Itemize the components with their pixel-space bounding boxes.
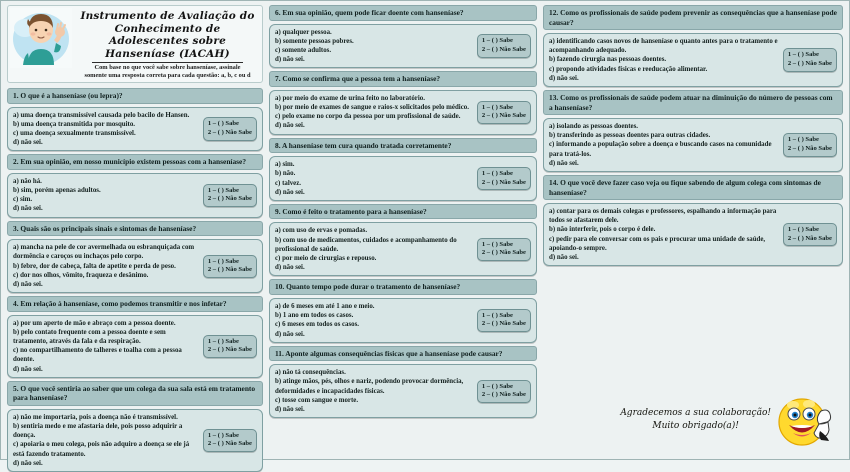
know-option-nao-sabe[interactable]: 2 – ( ) Não Sabe [481,112,526,120]
options-list-1 [13,111,199,148]
know-option-sabe[interactable]: 1 – ( ) Sabe [481,382,513,390]
question-body-2 [7,173,263,218]
option-b[interactable]: b) pelo contato frequente com a pessoa doente e sem tratamento, através da fala e da respiração. [13,328,166,346]
know-box-7[interactable] [477,101,531,124]
title-block [76,8,259,81]
know-option-nao-sabe[interactable]: 2 – ( ) Não Sabe [207,195,252,203]
know-option-nao-sabe[interactable]: 2 – ( ) Não Sabe [207,440,252,448]
option-b[interactable]: b) sentiria medo e me afastaria dele, pois posso adquirir a doença. [13,423,183,440]
option-a[interactable]: a) isolando as pessoas doentes. [549,123,639,131]
know-option-nao-sabe[interactable]: 2 – ( ) Não Sabe [481,320,526,328]
option-d[interactable]: d) não sei. [13,459,43,467]
option-a[interactable]: a) por meio do exame de urina feito no laboratório. [275,94,425,102]
option-c[interactable]: c) informando a população sobre a doença e buscando casos na comunidade para tratá-los. [549,141,772,158]
boy-waving-illustration [10,8,72,68]
column-right [543,5,843,457]
questionnaire-columns [7,5,843,467]
option-c[interactable]: c) no compartilhamento de talheres e toalha com a pessoa doente. [13,347,182,364]
option-c[interactable]: c) por meio de cirurgias e repouso. [275,255,377,263]
option-c[interactable]: c) dor nos olhos, vômito, fraqueza e desânimo. [13,271,149,279]
column-middle [269,5,537,457]
option-b[interactable]: b) transferindo as pessoas doentes para outras cidades. [549,132,711,140]
know-option-sabe[interactable]: 1 – ( ) Sabe [481,37,513,45]
know-box-11[interactable] [477,380,531,403]
option-c[interactable]: c) pelo exame no corpo da pessoa por um profissional de saúde. [275,113,461,121]
question-body-11 [269,364,537,418]
options-list-11 [275,368,473,414]
know-box-14[interactable] [783,223,837,246]
know-option-sabe[interactable]: 1 – ( ) Sabe [207,120,239,128]
option-b[interactable]: b) uma doença transmitida por mosquito. [13,120,136,128]
question-body-3 [7,239,263,293]
question-body-14 [543,203,843,266]
option-d[interactable]: d) não sei. [549,159,579,167]
question-body-9 [269,222,537,276]
know-option-nao-sabe[interactable]: 2 – ( ) Não Sabe [787,145,832,153]
know-option-sabe[interactable]: 1 – ( ) Sabe [207,186,239,194]
know-box-10[interactable] [477,309,531,332]
question-body-13 [543,118,843,172]
document-title-line-3: Hanseníase (IACAH) [105,47,230,60]
option-c[interactable]: c) pedir para ele conversar com os pais e procurar uma unidade de saúde, apoiando-o sempre. [549,235,766,252]
question-prompt-14: 14. O que você deve fazer caso veja ou fique sabendo de algum colega com sintomas de hanseníase? [543,175,843,200]
options-list-7 [275,94,473,131]
question-prompt-11: 11. Aponte algumas consequências físicas que a hanseníase pode causar? [269,346,537,362]
know-option-sabe[interactable]: 1 – ( ) Sabe [207,257,239,265]
question-prompt-5: 5. O que você sentiria ao saber que um colega da sua sala está em tratamento para hanseníase? [7,381,263,406]
know-option-nao-sabe[interactable]: 2 – ( ) Não Sabe [481,45,526,53]
option-a[interactable]: a) contar para os demais colegas e professores, espalhando a informação para todos se afastarem dele. [549,208,777,225]
option-a[interactable]: a) com uso de ervas e pomadas. [275,227,368,235]
footer-thanks [543,387,843,457]
option-d[interactable]: d) não sei. [275,264,305,272]
know-option-sabe[interactable]: 1 – ( ) Sabe [481,103,513,111]
option-a[interactable]: a) mancha na pele de cor avermelhada ou esbranquiçada com dormência e caroços ou inchaços pelo corpo. [13,244,195,261]
know-box-12[interactable] [783,48,837,71]
option-a[interactable]: a) identificando casos novos de hanseníase o quanto antes para o tratamento e acompanhando adequado. [549,38,778,55]
option-c[interactable]: c) somente adultos. [275,46,332,54]
option-a[interactable]: a) sim. [275,161,295,169]
question-body-7 [269,90,537,135]
option-d[interactable]: d) não sei. [275,122,305,130]
options-list-12 [549,37,779,83]
option-a[interactable]: a) por um aperto de mão e abraço com a pessoa doente. [13,319,176,327]
know-box-4[interactable] [203,335,257,358]
know-option-sabe[interactable]: 1 – ( ) Sabe [207,431,239,439]
thanks-message [620,407,771,433]
option-d[interactable]: d) não sei. [275,56,305,64]
question-prompt-3: 3. Quais são os principais sinais e sintomas de hanseníase? [7,221,263,237]
question-prompt-13: 13. Como os profissionais de saúde podem atuar na diminuição do número de pessoas com a hanseníase? [543,90,843,115]
option-a[interactable]: a) não me importaria, pois a doença não é transmissível. [13,413,178,421]
options-list-8 [275,160,473,197]
instructions-text: Com base no que você sabe sobre hanseníase, assinale somente uma resposta correta para cada questão: a, b, c ou d [84,64,251,79]
option-b[interactable]: b) somente pessoas pobres. [275,37,354,45]
question-body-8 [269,156,537,201]
option-d[interactable]: d) não sei. [13,139,43,147]
option-b[interactable]: b) não interferir, pois o corpo é dele. [549,226,656,234]
option-b[interactable]: b) com uso de medicamentos, cuidados e acompanhamento do profissional de saúde. [275,236,457,253]
know-option-sabe[interactable]: 1 – ( ) Sabe [787,136,819,144]
option-c[interactable]: c) talvez. [275,179,302,187]
option-a[interactable]: a) não há. [13,177,42,185]
option-d[interactable]: d) não sei. [13,280,43,288]
option-b[interactable]: b) por meio de exames de sangue e raios-x solicitados pelo médico. [275,104,469,112]
know-box-13[interactable] [783,133,837,156]
option-d[interactable]: d) não sei. [275,188,305,196]
option-c[interactable]: c) propondo atividades físicas e reeducação alimentar. [549,65,708,73]
column-left [7,5,263,467]
document-title-line-1: Instrumento de Avaliação do [80,10,255,22]
know-option-sabe[interactable]: 1 – ( ) Sabe [481,240,513,248]
know-option-nao-sabe[interactable]: 2 – ( ) Não Sabe [207,128,252,136]
know-box-5[interactable] [203,429,257,452]
question-prompt-7: 7. Como se confirma que a pessoa tem a hanseníase? [269,71,537,87]
option-b[interactable]: b) sim, porém apenas adultos. [13,187,101,195]
title-divider [92,62,243,63]
know-box-1[interactable] [203,117,257,140]
option-d[interactable]: d) não sei. [275,330,305,338]
option-b[interactable]: b) febre, dor de cabeça, falta de apetite e perda de peso. [13,262,176,270]
know-box-8[interactable] [477,167,531,190]
option-b[interactable]: b) atinge mãos, pés, olhos e nariz, podendo provocar dormência, deformidades e incapacidades físicas. [275,378,464,395]
smiley-thumbs-up-icon [775,391,837,449]
question-body-12 [543,33,843,87]
option-a[interactable]: a) qualquer pessoa. [275,28,332,36]
thanks-line-1: Agradecemos a sua colaboração! [620,408,771,418]
know-box-3[interactable] [203,255,257,278]
option-a[interactable]: a) uma doença transmissível causada pelo bacilo de Hansen. [13,111,190,119]
know-option-nao-sabe[interactable]: 2 – ( ) Não Sabe [207,346,252,354]
question-body-10 [269,298,537,343]
options-list-3 [13,243,199,289]
options-list-14 [549,207,779,262]
know-option-nao-sabe[interactable]: 2 – ( ) Não Sabe [481,249,526,257]
question-prompt-10: 10. Quanto tempo pode durar o tratamento de hanseníase? [269,279,537,295]
option-d[interactable]: d) não sei. [549,254,579,262]
know-box-6[interactable] [477,34,531,57]
options-list-2 [13,177,199,214]
option-c[interactable]: c) uma doença sexualmente transmissível. [13,129,136,137]
option-d[interactable]: d) não sei. [13,205,43,213]
option-c[interactable]: c) tosse com sangue e morte. [275,396,359,404]
document-header [7,5,263,83]
option-c[interactable]: c) 6 meses em todos os casos. [275,321,360,329]
know-box-2[interactable] [203,184,257,207]
option-c[interactable]: c) apoiaria o meu colega, pois não adquiro a doença se ele já está fazendo tratamento. [13,441,190,458]
question-body-1 [7,107,263,152]
options-list-6 [275,28,473,65]
options-list-10 [275,302,473,339]
know-option-nao-sabe[interactable]: 2 – ( ) Não Sabe [481,178,526,186]
know-box-9[interactable] [477,238,531,261]
option-d[interactable]: d) não sei. [275,406,305,414]
know-option-nao-sabe[interactable]: 2 – ( ) Não Sabe [787,234,832,242]
options-list-4 [13,319,199,374]
know-option-sabe[interactable]: 1 – ( ) Sabe [787,51,819,59]
know-option-sabe[interactable]: 1 – ( ) Sabe [787,226,819,234]
know-option-sabe[interactable]: 1 – ( ) Sabe [481,311,513,319]
question-prompt-12: 12. Como os profissionais de saúde podem prevenir as consequências que a hanseníase pode causar? [543,5,843,30]
option-a[interactable]: a) não tá consequências. [275,369,346,377]
question-body-5 [7,409,263,472]
question-body-4 [7,315,263,378]
option-d[interactable]: d) não sei. [13,365,43,373]
know-option-sabe[interactable]: 1 – ( ) Sabe [481,169,513,177]
option-b[interactable]: b) fazendo cirurgia nas pessoas doentes. [549,56,667,64]
option-c[interactable]: c) sim. [13,196,33,204]
question-prompt-4: 4. Em relação à hanseníase, como podemos transmitir e nos infetar? [7,296,263,312]
question-prompt-8: 8. A hanseníase tem cura quando tratada corretamente? [269,138,537,154]
question-prompt-6: 6. Em sua opinião, quem pode ficar doente com hanseníase? [269,5,537,21]
option-b[interactable]: b) não. [275,170,296,178]
option-d[interactable]: d) não sei. [549,74,579,82]
know-option-nao-sabe[interactable]: 2 – ( ) Não Sabe [207,266,252,274]
options-list-9 [275,226,473,272]
option-b[interactable]: b) 1 ano em todos os casos. [275,312,354,320]
question-body-6 [269,24,537,69]
document-title-line-2: Conhecimento de Adolescentes sobre [109,22,226,47]
option-a[interactable]: a) de 6 meses em até 1 ano e meio. [275,302,375,310]
know-option-sabe[interactable]: 1 – ( ) Sabe [207,337,239,345]
thanks-line-2: Muito obrigado(a)! [652,421,739,431]
question-prompt-1: 1. O que é a hanseníase (ou lepra)? [7,88,263,104]
question-prompt-2: 2. Em sua opinião, em nosso município existem pessoas com a hanseníase? [7,154,263,170]
know-option-nao-sabe[interactable]: 2 – ( ) Não Sabe [481,391,526,399]
question-prompt-9: 9. Como é feito o tratamento para a hanseníase? [269,204,537,220]
know-option-nao-sabe[interactable]: 2 – ( ) Não Sabe [787,60,832,67]
options-list-13 [549,122,779,168]
